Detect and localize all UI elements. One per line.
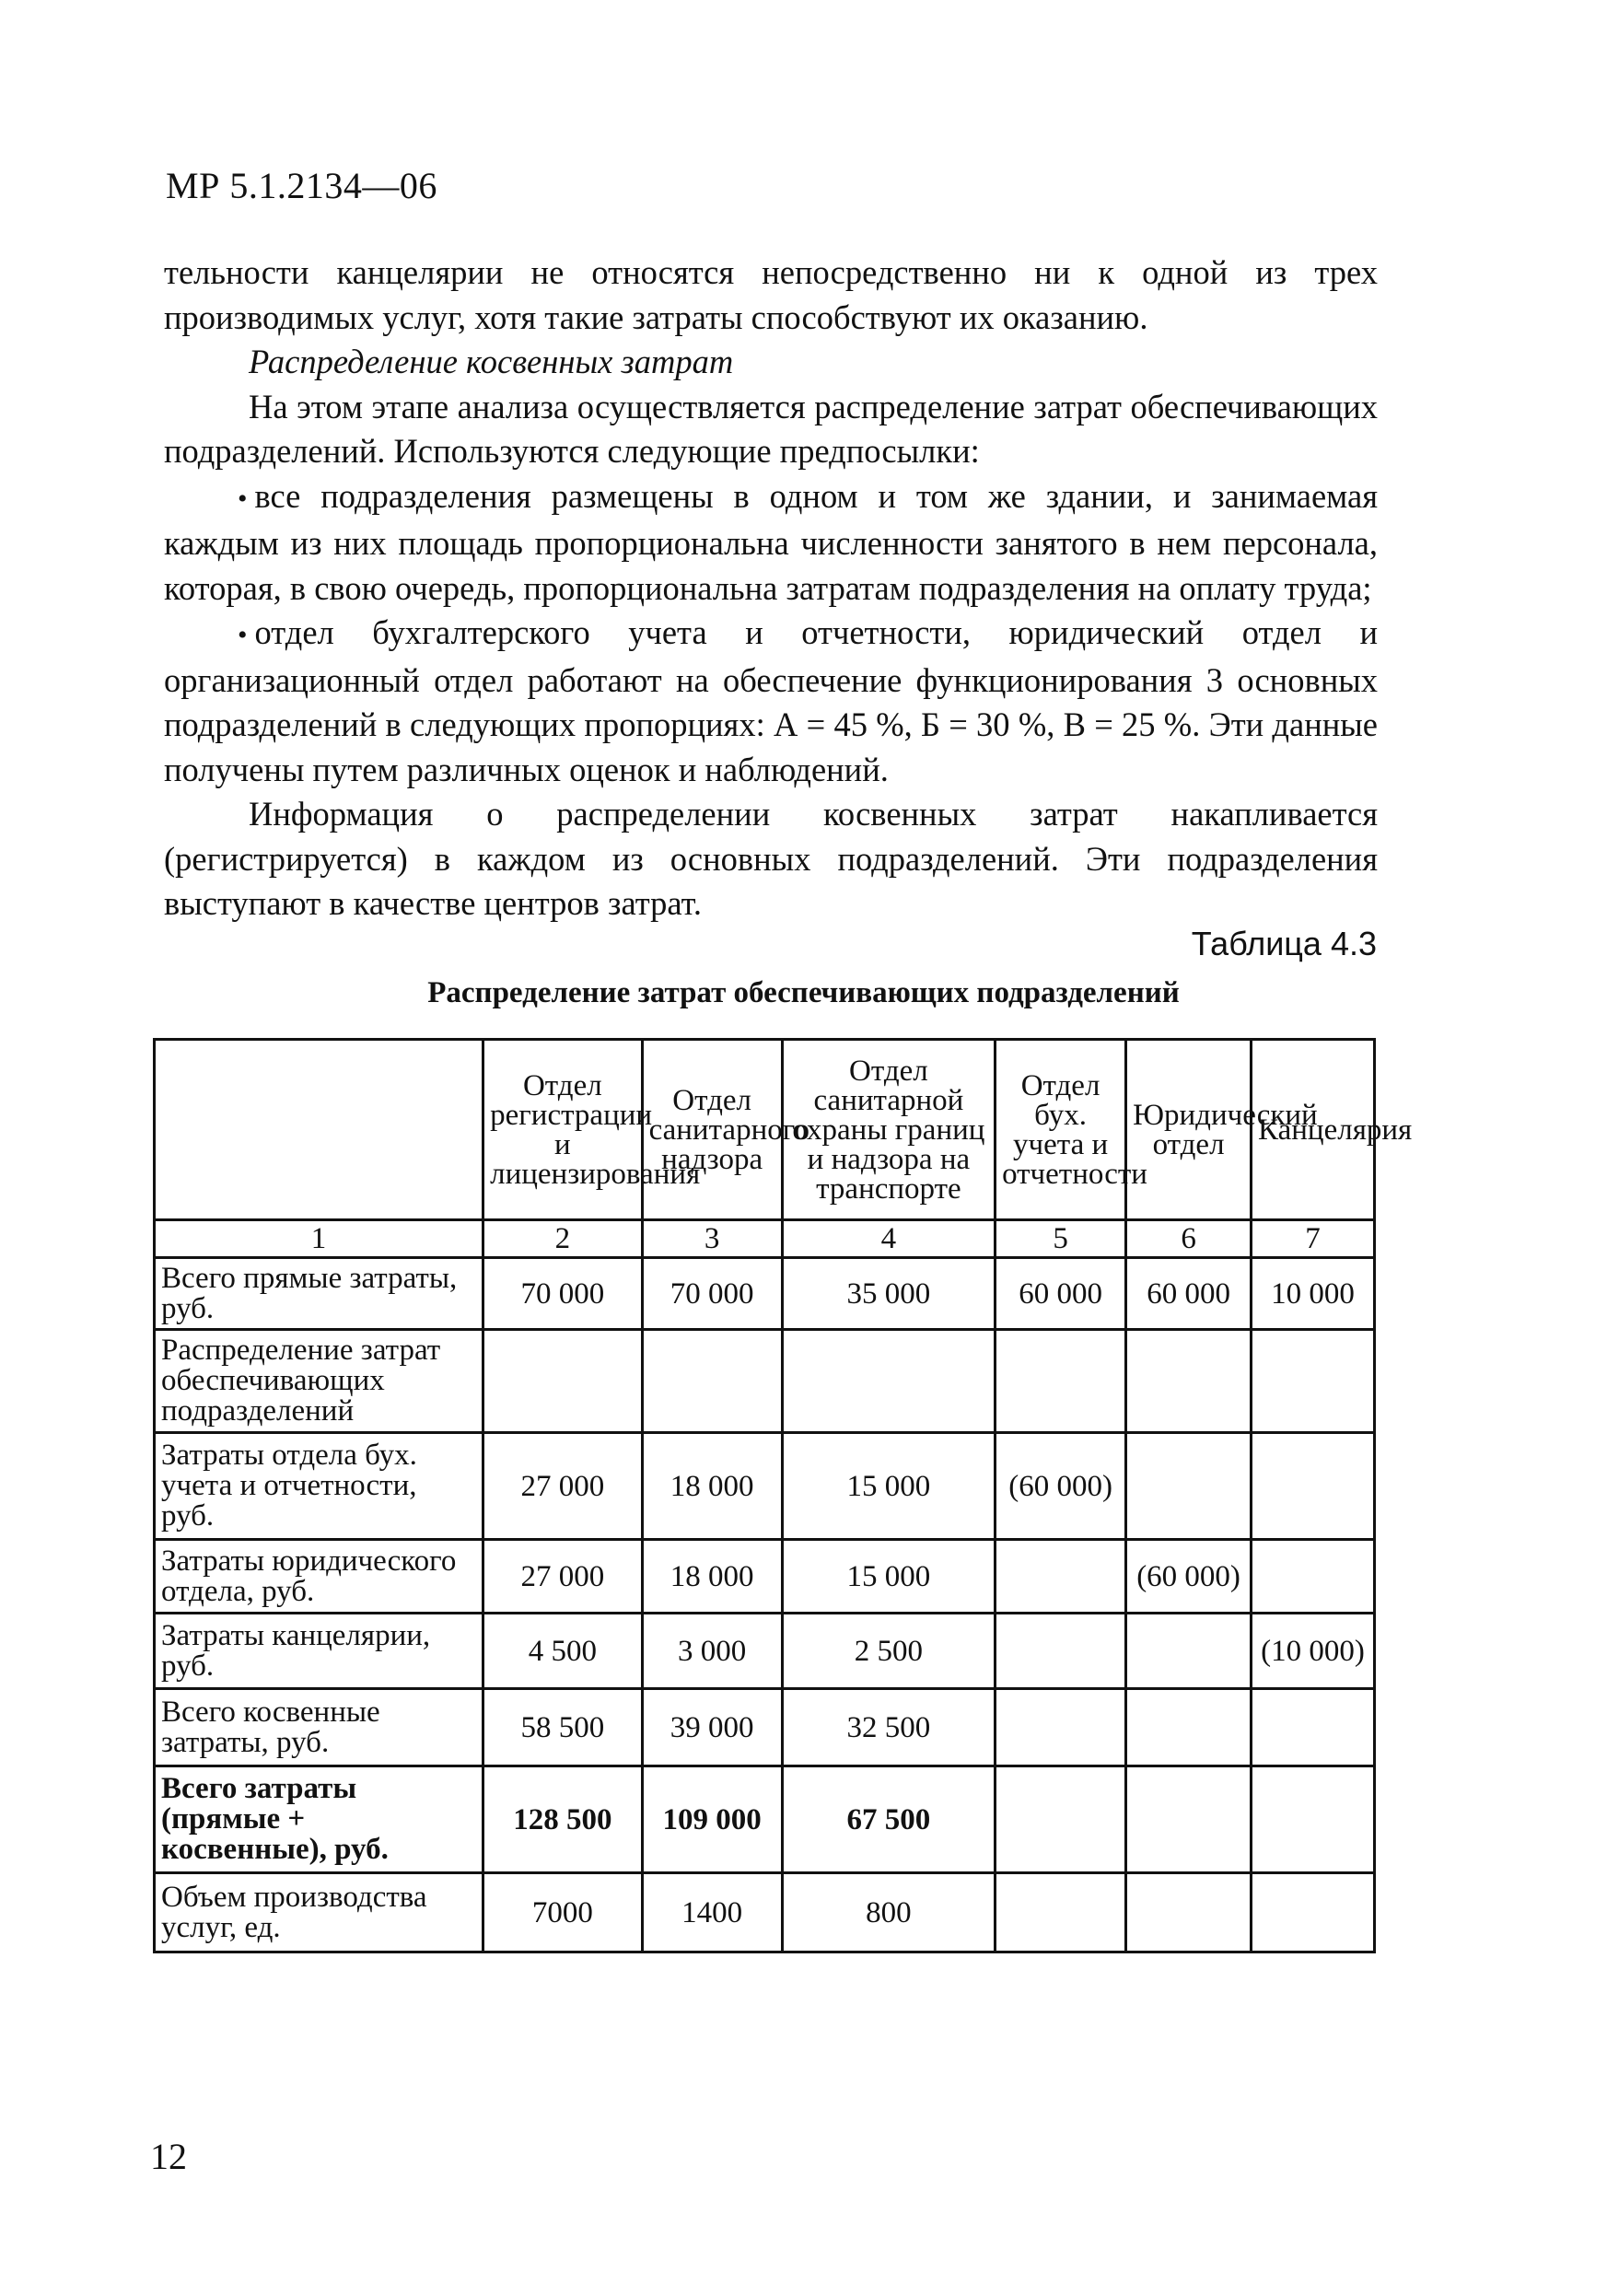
column-number: 3 xyxy=(642,1220,782,1258)
table-cell: 2 500 xyxy=(782,1614,995,1689)
table-cell xyxy=(996,1689,1126,1766)
bullet-item-2 xyxy=(164,611,1378,792)
table-cell: 32 500 xyxy=(782,1689,995,1766)
table-cell: 67 500 xyxy=(782,1766,995,1873)
cost-distribution-table xyxy=(153,1038,1413,1953)
table-cell xyxy=(1126,1330,1252,1433)
body-text xyxy=(164,251,1378,927)
table-cell: 60 000 xyxy=(996,1258,1126,1330)
page-number: 12 xyxy=(150,2136,187,2177)
table-cell xyxy=(483,1330,642,1433)
table-cell: 1400 xyxy=(642,1873,782,1952)
table-cell xyxy=(1252,1433,1375,1540)
column-number-row xyxy=(155,1220,1375,1258)
table-cell xyxy=(1126,1433,1252,1540)
paragraph-info: Информация о распределении косвенных затрат накапливается (регистрируется) в каждом из основных подразделений. Эти подразделения выступают в качестве центров затрат. xyxy=(164,795,1378,922)
row-label: Затраты юридического отдела, руб. xyxy=(155,1540,483,1614)
table-cell xyxy=(996,1330,1126,1433)
table-cell: 10 000 xyxy=(1252,1258,1375,1330)
table-cell xyxy=(1252,1540,1375,1614)
table-row xyxy=(155,1258,1375,1330)
table-cell xyxy=(1252,1873,1375,1952)
header-cell: Отдел регистрации и лицензирования xyxy=(483,1040,642,1220)
table-number: Таблица 4.3 xyxy=(1191,925,1377,962)
table-cell: 15 000 xyxy=(782,1540,995,1614)
table-cell xyxy=(996,1766,1126,1873)
bullet-item-text: отдел бухгалтерского учета и отчетности, юридический отдел и организационный отдел работают на обеспечение функционирования 3 основных подразделений в следующих пропорциях: А = 45 %, Б = 30 %, В = 25 %. Эти данные получены путем различных оценок и наблюдений. xyxy=(164,613,1378,788)
table-row-total xyxy=(155,1766,1375,1873)
table-cell: 3 000 xyxy=(642,1614,782,1689)
document-code: МР 5.1.2134—06 xyxy=(166,165,437,206)
table-cell: 70 000 xyxy=(483,1258,642,1330)
table-cell: (10 000) xyxy=(1252,1614,1375,1689)
table-cell: 39 000 xyxy=(642,1689,782,1766)
table-cell: 58 500 xyxy=(483,1689,642,1766)
column-number: 2 xyxy=(483,1220,642,1258)
table-cell xyxy=(1126,1689,1252,1766)
table-row xyxy=(155,1540,1375,1614)
bullet-icon: • xyxy=(238,483,248,514)
table-row xyxy=(155,1330,1375,1433)
table-cell: 800 xyxy=(782,1873,995,1952)
table-cell: 109 000 xyxy=(642,1766,782,1873)
row-label: Затраты канцелярии, руб. xyxy=(155,1614,483,1689)
paragraph-intro: На этом этапе анализа осуществляется распределение затрат обеспечивающих подразделений. Используются следующие предпосылки: xyxy=(164,387,1378,470)
table-row xyxy=(155,1614,1375,1689)
bullet-item-1 xyxy=(164,474,1378,612)
header-cell: Юридический отдел xyxy=(1126,1040,1252,1220)
table-cell: 60 000 xyxy=(1126,1258,1252,1330)
row-label: Затраты отдела бух. учета и отчетности, руб. xyxy=(155,1433,483,1540)
table-cell: (60 000) xyxy=(1126,1540,1252,1614)
row-label: Распределение затрат обеспечивающих подразделений xyxy=(155,1330,483,1433)
header-cell: Канцелярия xyxy=(1252,1040,1375,1220)
table-cell xyxy=(996,1540,1126,1614)
table-cell xyxy=(1252,1766,1375,1873)
header-cell: Отдел санитарной охраны границ и надзора на транспорте xyxy=(782,1040,995,1220)
table-cell: 35 000 xyxy=(782,1258,995,1330)
table-cell: 18 000 xyxy=(642,1433,782,1540)
table-cell xyxy=(1126,1873,1252,1952)
table-cell xyxy=(996,1614,1126,1689)
table-cell xyxy=(1126,1766,1252,1873)
table-cell: 15 000 xyxy=(782,1433,995,1540)
table-cell xyxy=(996,1873,1126,1952)
table-cell xyxy=(642,1330,782,1433)
table-row xyxy=(155,1873,1375,1952)
table-cell: 27 000 xyxy=(483,1433,642,1540)
table-cell: (60 000) xyxy=(996,1433,1126,1540)
table-cell: 27 000 xyxy=(483,1540,642,1614)
bullet-icon: • xyxy=(238,620,248,650)
table-header-row xyxy=(155,1040,1375,1220)
section-heading: Распределение косвенных затрат xyxy=(249,343,734,380)
table-row xyxy=(155,1689,1375,1766)
header-cell: Отдел санитарного надзора xyxy=(642,1040,782,1220)
header-cell: Отдел бух. учета и отчетности xyxy=(996,1040,1126,1220)
column-number: 6 xyxy=(1126,1220,1252,1258)
row-label: Объем производства услуг, ед. xyxy=(155,1873,483,1952)
table-cell xyxy=(1126,1614,1252,1689)
column-number: 4 xyxy=(782,1220,995,1258)
row-label: Всего затраты (прямые + косвенные), руб. xyxy=(155,1766,483,1873)
column-number: 5 xyxy=(996,1220,1126,1258)
bullet-item-text: все подразделения размещены в одном и том же здании, и занимаемая каждым из них площадь пропорциональна численности занятого в нем персонала, которая, в свою очередь, пропорциональна затратам подразделения на оплату труда; xyxy=(164,476,1378,607)
table-title: Распределение затрат обеспечивающих подразделений xyxy=(427,976,1180,1009)
row-label: Всего косвенные затраты, руб. xyxy=(155,1689,483,1766)
column-number: 1 xyxy=(155,1220,483,1258)
paragraph-continuation: тельности канцелярии не относятся непосредственно ни к одной из трех производимых услуг, хотя такие затраты способствуют их оказанию. xyxy=(164,253,1378,336)
table-cell xyxy=(1252,1689,1375,1766)
table-cell: 128 500 xyxy=(483,1766,642,1873)
table-cell: 7000 xyxy=(483,1873,642,1952)
table-cell: 4 500 xyxy=(483,1614,642,1689)
table-row xyxy=(155,1433,1375,1540)
column-number: 7 xyxy=(1252,1220,1375,1258)
table-cell: 70 000 xyxy=(642,1258,782,1330)
table-cell xyxy=(782,1330,995,1433)
table-cell: 18 000 xyxy=(642,1540,782,1614)
row-label: Всего прямые затраты, руб. xyxy=(155,1258,483,1330)
header-cell-empty xyxy=(155,1040,483,1220)
table-cell xyxy=(1252,1330,1375,1433)
